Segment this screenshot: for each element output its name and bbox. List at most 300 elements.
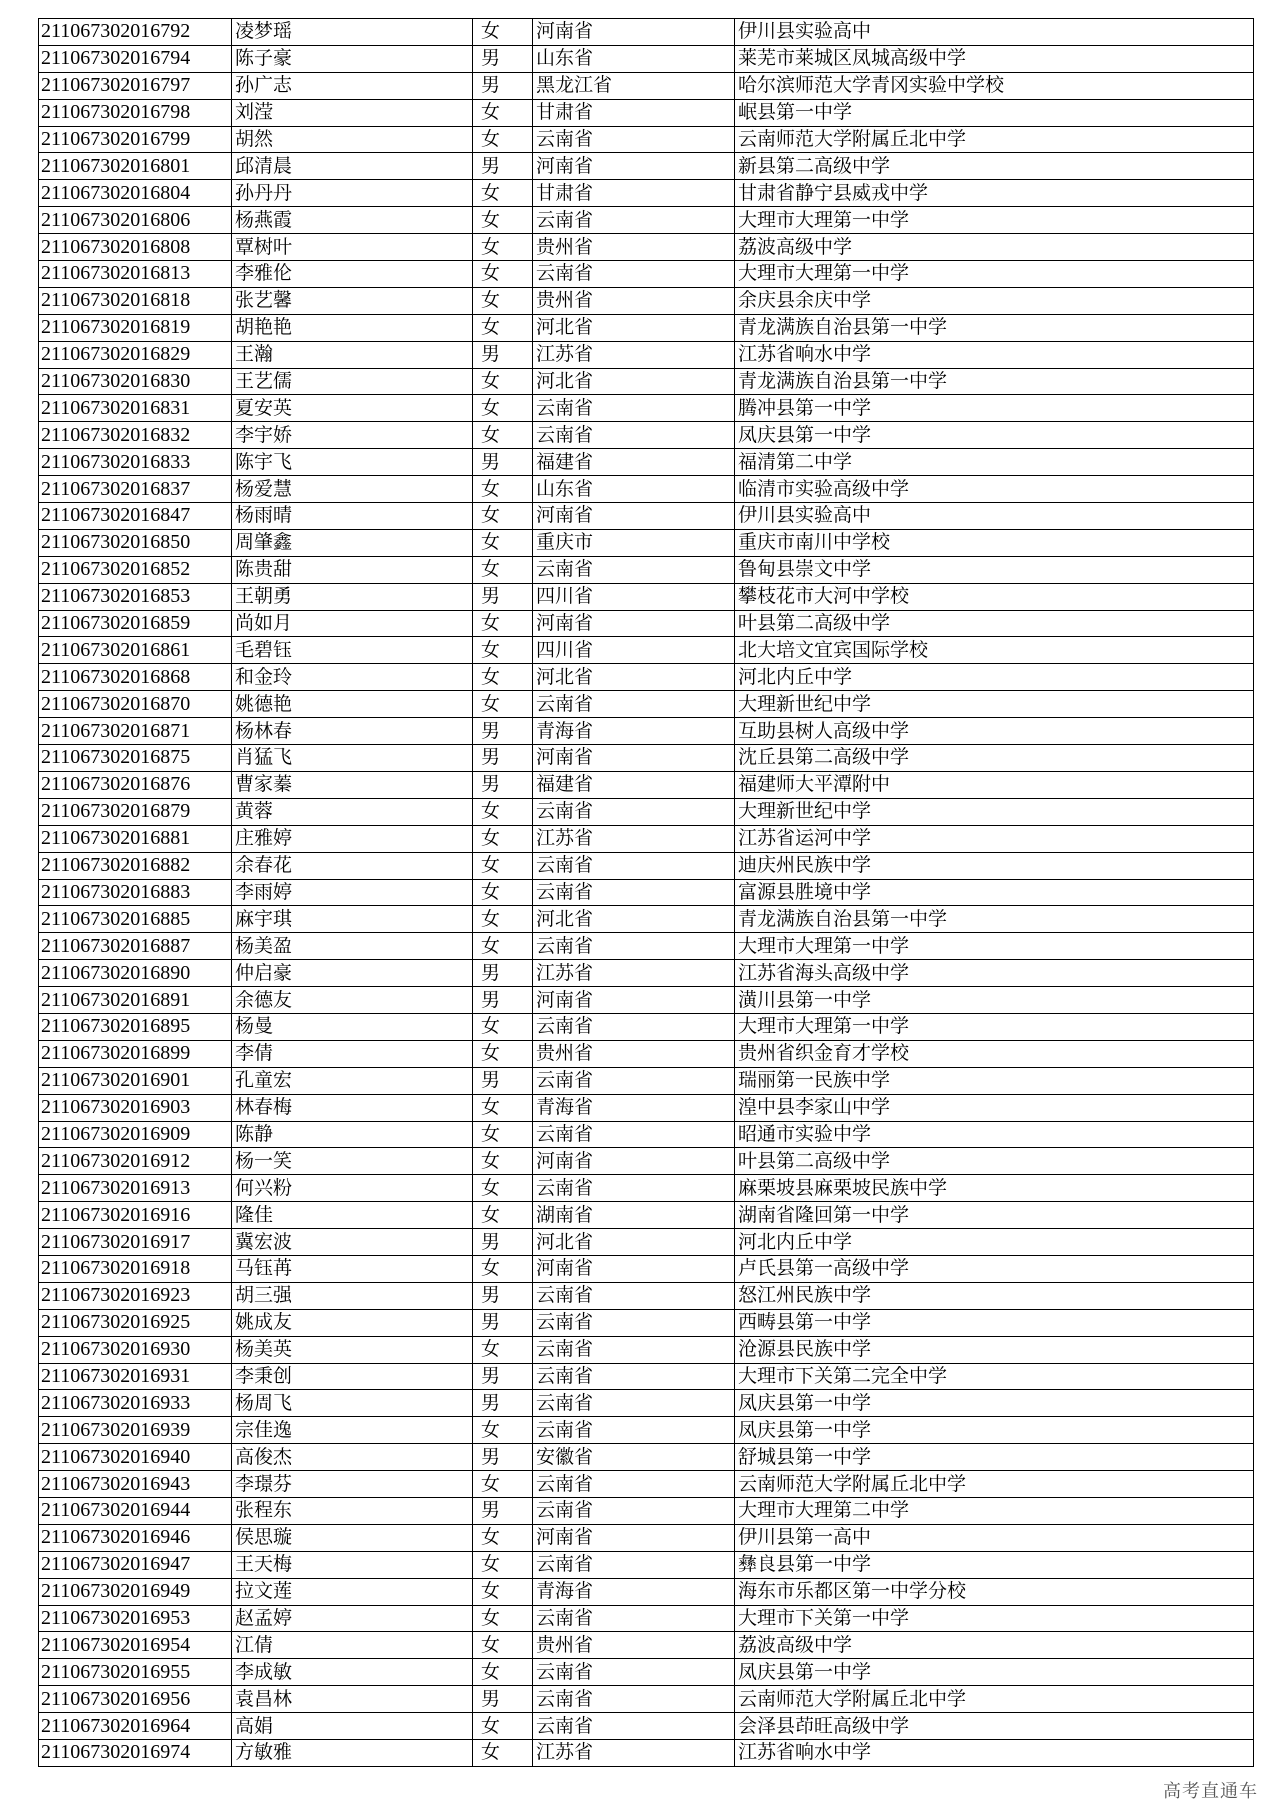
province-cell: 云南省 <box>533 1417 735 1444</box>
id-cell: 211067302016883 <box>39 879 232 906</box>
gender-cell: 女 <box>473 126 533 153</box>
school-cell: 凤庆县第一中学 <box>735 1390 1254 1417</box>
id-cell: 211067302016808 <box>39 234 232 261</box>
school-cell: 大理市大理第二中学 <box>735 1497 1254 1524</box>
province-cell: 云南省 <box>533 1309 735 1336</box>
table-row <box>39 852 1254 879</box>
id-cell: 211067302016944 <box>39 1497 232 1524</box>
id-cell: 211067302016887 <box>39 933 232 960</box>
school-cell: 临清市实验高级中学 <box>735 476 1254 503</box>
name-cell: 刘滢 <box>232 99 473 126</box>
table-row <box>39 1740 1254 1767</box>
school-cell: 攀枝花市大河中学校 <box>735 583 1254 610</box>
school-cell: 云南师范大学附属丘北中学 <box>735 1471 1254 1498</box>
gender-cell: 男 <box>473 449 533 476</box>
name-cell: 李成敏 <box>232 1659 473 1686</box>
name-cell: 宗佳逸 <box>232 1417 473 1444</box>
gender-cell: 女 <box>473 19 533 46</box>
name-cell: 李雅伦 <box>232 261 473 288</box>
school-cell: 昭通市实验中学 <box>735 1121 1254 1148</box>
school-cell: 贵州省织金育才学校 <box>735 1040 1254 1067</box>
school-cell: 莱芜市莱城区凤城高级中学 <box>735 45 1254 72</box>
school-cell: 海东市乐都区第一中学分校 <box>735 1578 1254 1605</box>
id-cell: 211067302016882 <box>39 852 232 879</box>
school-cell: 大理市大理第一中学 <box>735 261 1254 288</box>
province-cell: 青海省 <box>533 1094 735 1121</box>
school-cell: 河北内丘中学 <box>735 664 1254 691</box>
school-cell: 迪庆州民族中学 <box>735 852 1254 879</box>
name-cell: 王朝勇 <box>232 583 473 610</box>
table-row <box>39 1282 1254 1309</box>
name-cell: 冀宏波 <box>232 1229 473 1256</box>
table-row <box>39 261 1254 288</box>
table-row <box>39 664 1254 691</box>
gender-cell: 女 <box>473 556 533 583</box>
table-row <box>39 341 1254 368</box>
province-cell: 河南省 <box>533 503 735 530</box>
province-cell: 江苏省 <box>533 341 735 368</box>
school-cell: 彝良县第一中学 <box>735 1551 1254 1578</box>
table-body <box>39 19 1254 1767</box>
province-cell: 河北省 <box>533 906 735 933</box>
province-cell: 河南省 <box>533 1148 735 1175</box>
table-row <box>39 637 1254 664</box>
school-cell: 荔波高级中学 <box>735 1632 1254 1659</box>
table-row <box>39 1309 1254 1336</box>
table-row <box>39 126 1254 153</box>
school-cell: 卢氏县第一高级中学 <box>735 1255 1254 1282</box>
table-row <box>39 960 1254 987</box>
id-cell: 211067302016881 <box>39 825 232 852</box>
school-cell: 荔波高级中学 <box>735 234 1254 261</box>
school-cell: 大理新世纪中学 <box>735 798 1254 825</box>
name-cell: 杨美英 <box>232 1336 473 1363</box>
province-cell: 福建省 <box>533 449 735 476</box>
gender-cell: 男 <box>473 1229 533 1256</box>
id-cell: 211067302016947 <box>39 1551 232 1578</box>
gender-cell: 男 <box>473 1686 533 1713</box>
province-cell: 云南省 <box>533 422 735 449</box>
gender-cell: 女 <box>473 99 533 126</box>
gender-cell: 女 <box>473 1632 533 1659</box>
province-cell: 青海省 <box>533 718 735 745</box>
name-cell: 袁昌林 <box>232 1686 473 1713</box>
table-row <box>39 745 1254 772</box>
school-cell: 青龙满族自治县第一中学 <box>735 368 1254 395</box>
table-row <box>39 1175 1254 1202</box>
name-cell: 杨爱慧 <box>232 476 473 503</box>
id-cell: 211067302016933 <box>39 1390 232 1417</box>
province-cell: 青海省 <box>533 1578 735 1605</box>
id-cell: 211067302016859 <box>39 610 232 637</box>
gender-cell: 男 <box>473 1390 533 1417</box>
gender-cell: 女 <box>473 529 533 556</box>
school-cell: 江苏省响水中学 <box>735 1740 1254 1767</box>
name-cell: 孙广志 <box>232 72 473 99</box>
gender-cell: 女 <box>473 207 533 234</box>
id-cell: 211067302016954 <box>39 1632 232 1659</box>
province-cell: 福建省 <box>533 771 735 798</box>
id-cell: 211067302016940 <box>39 1444 232 1471</box>
province-cell: 云南省 <box>533 1471 735 1498</box>
name-cell: 杨林春 <box>232 718 473 745</box>
id-cell: 211067302016831 <box>39 395 232 422</box>
province-cell: 云南省 <box>533 691 735 718</box>
gender-cell: 女 <box>473 1094 533 1121</box>
school-cell: 西畴县第一中学 <box>735 1309 1254 1336</box>
id-cell: 211067302016885 <box>39 906 232 933</box>
table-row <box>39 987 1254 1014</box>
table-row <box>39 1497 1254 1524</box>
table-row <box>39 395 1254 422</box>
province-cell: 江苏省 <box>533 1740 735 1767</box>
name-cell: 李雨婷 <box>232 879 473 906</box>
school-cell: 北大培文宜宾国际学校 <box>735 637 1254 664</box>
name-cell: 侯思璇 <box>232 1524 473 1551</box>
school-cell: 伊川县实验高中 <box>735 503 1254 530</box>
table-row <box>39 1202 1254 1229</box>
name-cell: 胡然 <box>232 126 473 153</box>
school-cell: 青龙满族自治县第一中学 <box>735 906 1254 933</box>
school-cell: 伊川县实验高中 <box>735 19 1254 46</box>
province-cell: 云南省 <box>533 933 735 960</box>
school-cell: 青龙满族自治县第一中学 <box>735 314 1254 341</box>
gender-cell: 女 <box>473 422 533 449</box>
name-cell: 陈贵甜 <box>232 556 473 583</box>
id-cell: 211067302016837 <box>39 476 232 503</box>
table-row <box>39 449 1254 476</box>
table-row <box>39 1390 1254 1417</box>
gender-cell: 女 <box>473 1605 533 1632</box>
name-cell: 黄蓉 <box>232 798 473 825</box>
name-cell: 李倩 <box>232 1040 473 1067</box>
table-row <box>39 1524 1254 1551</box>
province-cell: 河南省 <box>533 1524 735 1551</box>
id-cell: 211067302016794 <box>39 45 232 72</box>
gender-cell: 女 <box>473 1524 533 1551</box>
name-cell: 毛碧钰 <box>232 637 473 664</box>
id-cell: 211067302016895 <box>39 1013 232 1040</box>
name-cell: 杨雨晴 <box>232 503 473 530</box>
school-cell: 大理市下关第二完全中学 <box>735 1363 1254 1390</box>
gender-cell: 女 <box>473 1551 533 1578</box>
id-cell: 211067302016850 <box>39 529 232 556</box>
school-cell: 江苏省海头高级中学 <box>735 960 1254 987</box>
province-cell: 甘肃省 <box>533 99 735 126</box>
table-row <box>39 72 1254 99</box>
province-cell: 江苏省 <box>533 825 735 852</box>
name-cell: 赵孟婷 <box>232 1605 473 1632</box>
province-cell: 安徽省 <box>533 1444 735 1471</box>
province-cell: 云南省 <box>533 126 735 153</box>
school-cell: 怒江州民族中学 <box>735 1282 1254 1309</box>
table-row <box>39 1067 1254 1094</box>
province-cell: 黑龙江省 <box>533 72 735 99</box>
gender-cell: 女 <box>473 664 533 691</box>
province-cell: 云南省 <box>533 1713 735 1740</box>
gender-cell: 女 <box>473 1740 533 1767</box>
student-list-table <box>38 18 1254 1767</box>
gender-cell: 男 <box>473 45 533 72</box>
name-cell: 孔童宏 <box>232 1067 473 1094</box>
gender-cell: 男 <box>473 1067 533 1094</box>
name-cell: 周肇鑫 <box>232 529 473 556</box>
table-row <box>39 1121 1254 1148</box>
province-cell: 河南省 <box>533 745 735 772</box>
gender-cell: 女 <box>473 798 533 825</box>
table-row <box>39 825 1254 852</box>
id-cell: 211067302016870 <box>39 691 232 718</box>
province-cell: 云南省 <box>533 798 735 825</box>
gender-cell: 女 <box>473 610 533 637</box>
gender-cell: 女 <box>473 691 533 718</box>
school-cell: 大理市下关第一中学 <box>735 1605 1254 1632</box>
province-cell: 云南省 <box>533 1390 735 1417</box>
school-cell: 大理市大理第一中学 <box>735 1013 1254 1040</box>
name-cell: 李璟芬 <box>232 1471 473 1498</box>
id-cell: 211067302016909 <box>39 1121 232 1148</box>
province-cell: 河北省 <box>533 1229 735 1256</box>
table-row <box>39 1605 1254 1632</box>
gender-cell: 男 <box>473 341 533 368</box>
gender-cell: 女 <box>473 933 533 960</box>
province-cell: 河北省 <box>533 368 735 395</box>
id-cell: 211067302016943 <box>39 1471 232 1498</box>
name-cell: 凌梦瑶 <box>232 19 473 46</box>
id-cell: 211067302016956 <box>39 1686 232 1713</box>
id-cell: 211067302016931 <box>39 1363 232 1390</box>
name-cell: 胡三强 <box>232 1282 473 1309</box>
gender-cell: 女 <box>473 180 533 207</box>
gender-cell: 女 <box>473 1713 533 1740</box>
school-cell: 腾冲县第一中学 <box>735 395 1254 422</box>
id-cell: 211067302016830 <box>39 368 232 395</box>
province-cell: 云南省 <box>533 1686 735 1713</box>
id-cell: 211067302016829 <box>39 341 232 368</box>
province-cell: 云南省 <box>533 1605 735 1632</box>
table-row <box>39 906 1254 933</box>
province-cell: 山东省 <box>533 45 735 72</box>
gender-cell: 女 <box>473 1148 533 1175</box>
province-cell: 贵州省 <box>533 287 735 314</box>
table-row <box>39 207 1254 234</box>
gender-cell: 男 <box>473 153 533 180</box>
id-cell: 211067302016916 <box>39 1202 232 1229</box>
table-row <box>39 1094 1254 1121</box>
table-row <box>39 1229 1254 1256</box>
province-cell: 云南省 <box>533 207 735 234</box>
school-cell: 叶县第二高级中学 <box>735 610 1254 637</box>
school-cell: 富源县胜境中学 <box>735 879 1254 906</box>
gender-cell: 男 <box>473 1363 533 1390</box>
gender-cell: 男 <box>473 745 533 772</box>
table-row <box>39 1148 1254 1175</box>
gender-cell: 男 <box>473 1309 533 1336</box>
name-cell: 庄雅婷 <box>232 825 473 852</box>
id-cell: 211067302016818 <box>39 287 232 314</box>
province-cell: 河北省 <box>533 314 735 341</box>
table-row <box>39 556 1254 583</box>
table-row <box>39 1632 1254 1659</box>
table-row <box>39 153 1254 180</box>
school-cell: 江苏省响水中学 <box>735 341 1254 368</box>
id-cell: 211067302016903 <box>39 1094 232 1121</box>
province-cell: 贵州省 <box>533 234 735 261</box>
province-cell: 云南省 <box>533 1121 735 1148</box>
gender-cell: 男 <box>473 987 533 1014</box>
school-cell: 会泽县茚旺高级中学 <box>735 1713 1254 1740</box>
school-cell: 福建师大平潭附中 <box>735 771 1254 798</box>
id-cell: 211067302016946 <box>39 1524 232 1551</box>
table-row <box>39 610 1254 637</box>
id-cell: 211067302016847 <box>39 503 232 530</box>
id-cell: 211067302016798 <box>39 99 232 126</box>
name-cell: 李秉创 <box>232 1363 473 1390</box>
table-row <box>39 1713 1254 1740</box>
gender-cell: 女 <box>473 261 533 288</box>
province-cell: 山东省 <box>533 476 735 503</box>
id-cell: 211067302016917 <box>39 1229 232 1256</box>
province-cell: 贵州省 <box>533 1040 735 1067</box>
gender-cell: 男 <box>473 72 533 99</box>
table-row <box>39 1471 1254 1498</box>
id-cell: 211067302016953 <box>39 1605 232 1632</box>
table-row <box>39 180 1254 207</box>
name-cell: 麻宇琪 <box>232 906 473 933</box>
id-cell: 211067302016861 <box>39 637 232 664</box>
id-cell: 211067302016879 <box>39 798 232 825</box>
name-cell: 拉文莲 <box>232 1578 473 1605</box>
gender-cell: 女 <box>473 1417 533 1444</box>
id-cell: 211067302016891 <box>39 987 232 1014</box>
table-row <box>39 503 1254 530</box>
province-cell: 云南省 <box>533 1497 735 1524</box>
school-cell: 岷县第一中学 <box>735 99 1254 126</box>
id-cell: 211067302016813 <box>39 261 232 288</box>
name-cell: 马钰苒 <box>232 1255 473 1282</box>
id-cell: 211067302016868 <box>39 664 232 691</box>
gender-cell: 女 <box>473 1255 533 1282</box>
province-cell: 云南省 <box>533 852 735 879</box>
table-row <box>39 798 1254 825</box>
name-cell: 孙丹丹 <box>232 180 473 207</box>
name-cell: 杨周飞 <box>232 1390 473 1417</box>
name-cell: 隆佳 <box>232 1202 473 1229</box>
table-row <box>39 933 1254 960</box>
province-cell: 河北省 <box>533 664 735 691</box>
table-row <box>39 1336 1254 1363</box>
table-row <box>39 718 1254 745</box>
id-cell: 211067302016871 <box>39 718 232 745</box>
school-cell: 甘肃省静宁县威戎中学 <box>735 180 1254 207</box>
table-row <box>39 99 1254 126</box>
province-cell: 重庆市 <box>533 529 735 556</box>
table-row <box>39 771 1254 798</box>
table-row <box>39 422 1254 449</box>
id-cell: 211067302016974 <box>39 1740 232 1767</box>
gender-cell: 女 <box>473 1202 533 1229</box>
province-cell: 河南省 <box>533 610 735 637</box>
id-cell: 211067302016853 <box>39 583 232 610</box>
table-row <box>39 529 1254 556</box>
id-cell: 211067302016890 <box>39 960 232 987</box>
gender-cell: 女 <box>473 368 533 395</box>
id-cell: 211067302016806 <box>39 207 232 234</box>
name-cell: 杨美盈 <box>232 933 473 960</box>
province-cell: 四川省 <box>533 583 735 610</box>
id-cell: 211067302016799 <box>39 126 232 153</box>
province-cell: 河南省 <box>533 1255 735 1282</box>
school-cell: 大理新世纪中学 <box>735 691 1254 718</box>
school-cell: 新县第二高级中学 <box>735 153 1254 180</box>
province-cell: 云南省 <box>533 261 735 288</box>
province-cell: 江苏省 <box>533 960 735 987</box>
school-cell: 沧源县民族中学 <box>735 1336 1254 1363</box>
table-row <box>39 1040 1254 1067</box>
name-cell: 王天梅 <box>232 1551 473 1578</box>
name-cell: 尚如月 <box>232 610 473 637</box>
id-cell: 211067302016801 <box>39 153 232 180</box>
name-cell: 杨一笑 <box>232 1148 473 1175</box>
gender-cell: 男 <box>473 1497 533 1524</box>
gender-cell: 女 <box>473 314 533 341</box>
province-cell: 云南省 <box>533 1013 735 1040</box>
watermark-text: 高考直通车 <box>1163 1781 1258 1802</box>
gender-cell: 男 <box>473 960 533 987</box>
province-cell: 四川省 <box>533 637 735 664</box>
gender-cell: 女 <box>473 1013 533 1040</box>
name-cell: 邱清晨 <box>232 153 473 180</box>
school-cell: 重庆市南川中学校 <box>735 529 1254 556</box>
table-row <box>39 583 1254 610</box>
id-cell: 211067302016901 <box>39 1067 232 1094</box>
name-cell: 陈宇飞 <box>232 449 473 476</box>
table-row <box>39 1363 1254 1390</box>
table-row <box>39 1417 1254 1444</box>
name-cell: 江倩 <box>232 1632 473 1659</box>
table-row <box>39 314 1254 341</box>
name-cell: 陈静 <box>232 1121 473 1148</box>
province-cell: 河南省 <box>533 19 735 46</box>
province-cell: 云南省 <box>533 879 735 906</box>
table-row <box>39 234 1254 261</box>
name-cell: 李宇娇 <box>232 422 473 449</box>
gender-cell: 女 <box>473 476 533 503</box>
name-cell: 杨燕霞 <box>232 207 473 234</box>
id-cell: 211067302016939 <box>39 1417 232 1444</box>
school-cell: 舒城县第一中学 <box>735 1444 1254 1471</box>
gender-cell: 女 <box>473 637 533 664</box>
name-cell: 仲启豪 <box>232 960 473 987</box>
id-cell: 211067302016913 <box>39 1175 232 1202</box>
name-cell: 杨曼 <box>232 1013 473 1040</box>
gender-cell: 女 <box>473 1336 533 1363</box>
table-row <box>39 1659 1254 1686</box>
gender-cell: 女 <box>473 1121 533 1148</box>
gender-cell: 男 <box>473 771 533 798</box>
name-cell: 张程东 <box>232 1497 473 1524</box>
id-cell: 211067302016912 <box>39 1148 232 1175</box>
table-row <box>39 1255 1254 1282</box>
school-cell: 大理市大理第一中学 <box>735 933 1254 960</box>
table-row <box>39 1013 1254 1040</box>
table-row <box>39 19 1254 46</box>
gender-cell: 男 <box>473 1282 533 1309</box>
id-cell: 211067302016797 <box>39 72 232 99</box>
name-cell: 高俊杰 <box>232 1444 473 1471</box>
id-cell: 211067302016955 <box>39 1659 232 1686</box>
name-cell: 张艺馨 <box>232 287 473 314</box>
